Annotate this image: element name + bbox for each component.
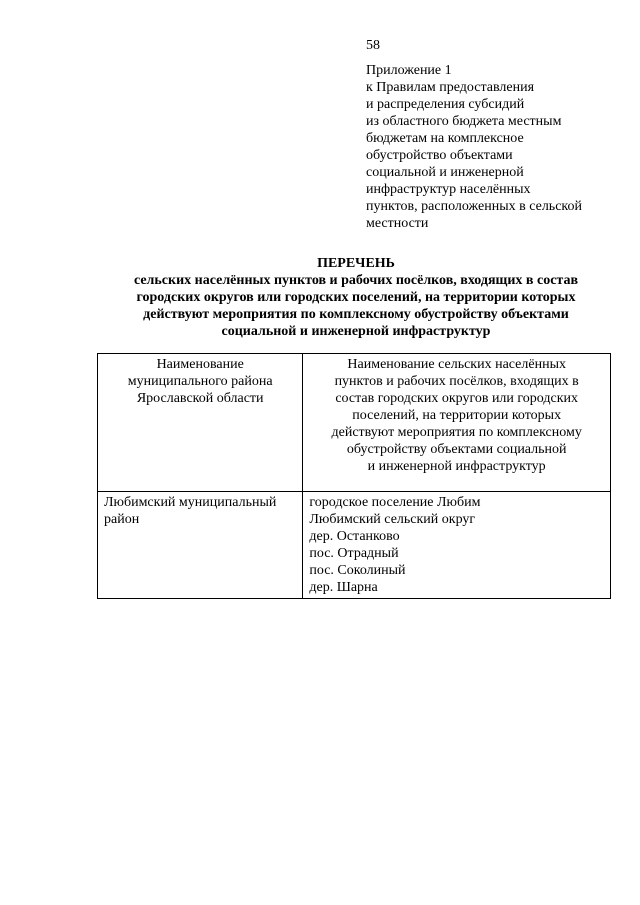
page-number: 58 [366,38,380,53]
settlement-item: пос. Отрадный [309,546,399,561]
table-row [98,492,611,599]
settlements-cell [303,492,611,599]
settlements-table [97,353,611,599]
header-district [98,354,303,492]
header-line: состав городских округов или городских [335,391,579,406]
title-line: социальной и инженерной инфраструктур [221,324,491,339]
title-line: действуют мероприятия по комплексному обустройству объектами [143,307,569,322]
appendix-line: к Правилам предоставления [366,80,535,95]
header-line: обустройству объектами социальной [346,442,567,457]
header-line: муниципального района [127,374,273,389]
header-settlements [303,354,611,492]
header-line: Наименование [156,357,244,372]
header-line: действуют мероприятия по комплексному [331,425,582,440]
appendix-line: инфраструктур населённых [366,182,531,197]
appendix-line: пунктов, расположенных в сельской [366,199,582,214]
title-line: городских округов или городских поселений, на территории которых [136,290,576,305]
table-header-row [98,354,611,492]
appendix-line: местности [366,216,429,231]
appendix-line: обустройство объектами [366,148,513,163]
settlement-item: городское поселение Любим [309,495,481,510]
settlement-item: дер. Шарна [309,580,378,595]
appendix-note [366,62,628,232]
header-line: Наименование сельских населённых [347,357,566,372]
appendix-line: из областного бюджета местным [366,114,562,129]
appendix-line: социальной и инженерной [366,165,524,180]
header-line: Ярославской области [136,391,264,406]
appendix-line: бюджетам на комплексное [366,131,524,146]
district-line: район [104,512,140,527]
title-heading: ПЕРЕЧЕНЬ [317,256,395,271]
settlement-item: Любимский сельский округ [309,512,476,527]
settlement-item: пос. Соколиный [309,563,406,578]
district-line: Любимский муниципальный [104,495,277,510]
appendix-line: и распределения субсидий [366,97,525,112]
document-title [96,255,616,340]
header-line: поселений, на территории которых [352,408,562,423]
header-line: и инженерной инфраструктур [367,459,546,474]
header-line: пунктов и рабочих посёлков, входящих в [334,374,579,389]
appendix-line: Приложение 1 [366,63,452,78]
settlement-item: дер. Останково [309,529,400,544]
title-line: сельских населённых пунктов и рабочих посёлков, входящих в состав [133,273,579,288]
district-cell [98,492,303,599]
